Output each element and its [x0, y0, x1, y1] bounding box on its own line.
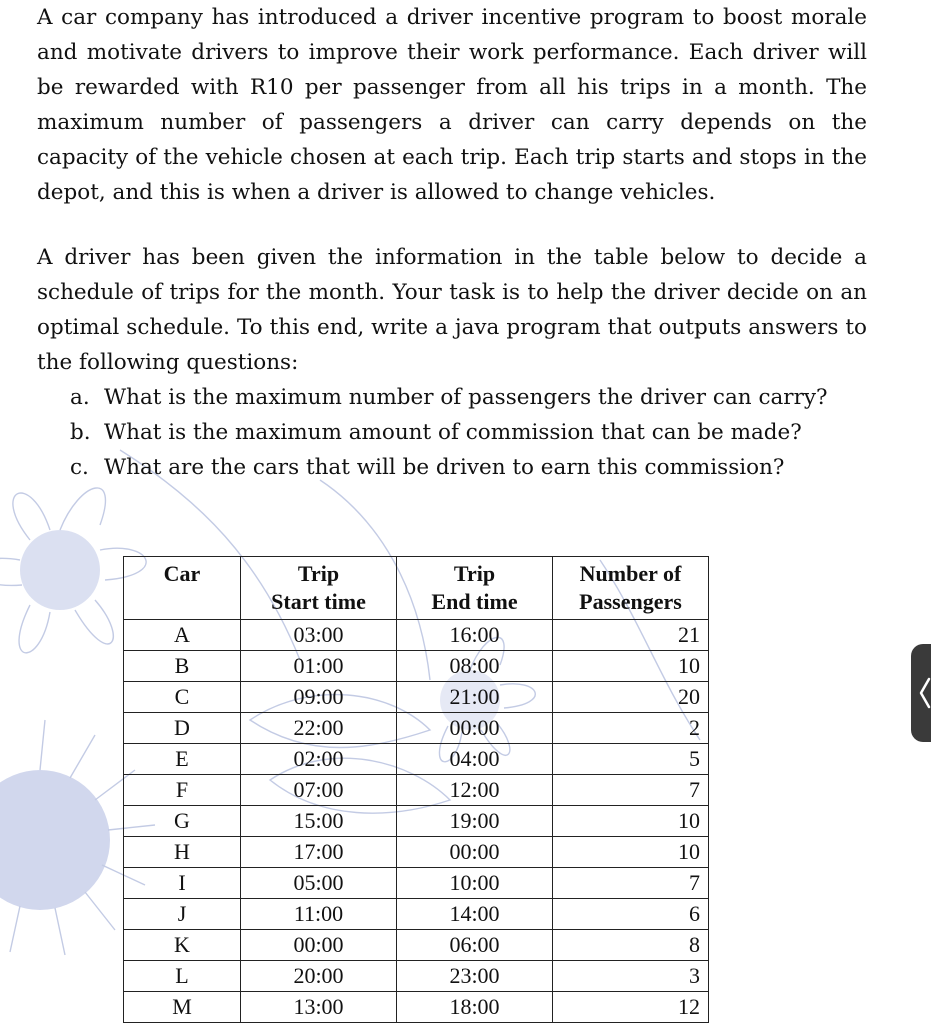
table-row [124, 682, 709, 713]
cell-car: K [124, 930, 241, 961]
cell-car: H [124, 837, 241, 868]
table-row [124, 930, 709, 961]
cell-car: F [124, 775, 241, 806]
table-row [124, 713, 709, 744]
question-label: a. [70, 385, 90, 410]
cell-start-time: 09:00 [241, 682, 397, 713]
question-label: b. [70, 420, 91, 445]
table-header-row [124, 557, 709, 620]
header-end-time: Trip End time [397, 557, 553, 620]
table-row [124, 961, 709, 992]
cell-end-time: 00:00 [397, 837, 553, 868]
intro-paragraph: A car company has introduced a driver incentive program to boost morale and motivate drivers to improve their work performance. Each driver will be rewarded with R10 per passenger from all his trips in a month. The maximum number of passengers a driver can carry depends on the capacity of the vehicle chosen at each trip. Each trip starts and stops in the depot, and this is when a driver is allowed to change vehicles. [37, 5, 867, 205]
table-row [124, 806, 709, 837]
cell-passengers: 7 [553, 868, 709, 899]
cell-car: G [124, 806, 241, 837]
table-row [124, 744, 709, 775]
cell-car: I [124, 868, 241, 899]
header-start-time: Trip Start time [241, 557, 397, 620]
cell-passengers: 20 [553, 682, 709, 713]
cell-start-time: 01:00 [241, 651, 397, 682]
cell-end-time: 19:00 [397, 806, 553, 837]
cell-end-time: 04:00 [397, 744, 553, 775]
chevron-left-icon [918, 673, 931, 713]
cell-passengers: 6 [553, 899, 709, 930]
cell-car: M [124, 992, 241, 1023]
cell-passengers: 10 [553, 651, 709, 682]
cell-start-time: 00:00 [241, 930, 397, 961]
cell-passengers: 7 [553, 775, 709, 806]
cell-start-time: 11:00 [241, 899, 397, 930]
table-row [124, 620, 709, 651]
cell-end-time: 06:00 [397, 930, 553, 961]
table-row [124, 651, 709, 682]
cell-passengers: 2 [553, 713, 709, 744]
cell-end-time: 00:00 [397, 713, 553, 744]
side-panel-toggle-button[interactable] [911, 644, 931, 742]
cell-end-time: 10:00 [397, 868, 553, 899]
cell-car: J [124, 899, 241, 930]
question-label: c. [70, 455, 89, 480]
cell-car: B [124, 651, 241, 682]
table-row [124, 868, 709, 899]
cell-car: C [124, 682, 241, 713]
cell-end-time: 14:00 [397, 899, 553, 930]
question-c [70, 450, 784, 485]
cell-passengers: 10 [553, 806, 709, 837]
table-row [124, 899, 709, 930]
cell-start-time: 13:00 [241, 992, 397, 1023]
question-text: What is the maximum amount of commission that can be made? [104, 420, 802, 445]
cell-end-time: 18:00 [397, 992, 553, 1023]
cell-end-time: 08:00 [397, 651, 553, 682]
table-row [124, 992, 709, 1023]
table-row [124, 837, 709, 868]
cell-start-time: 22:00 [241, 713, 397, 744]
cell-car: L [124, 961, 241, 992]
trips-table [123, 556, 709, 1023]
header-car: Car [124, 557, 241, 620]
task-paragraph: A driver has been given the information in the table below to decide a schedule of trips for the month. Your task is to help the driver decide on an optimal schedule. To this end, write a java program that outputs answers to the following questions: [37, 245, 867, 375]
cell-start-time: 15:00 [241, 806, 397, 837]
cell-start-time: 02:00 [241, 744, 397, 775]
cell-start-time: 05:00 [241, 868, 397, 899]
question-a [70, 380, 828, 415]
cell-start-time: 17:00 [241, 837, 397, 868]
cell-passengers: 8 [553, 930, 709, 961]
cell-car: E [124, 744, 241, 775]
cell-start-time: 07:00 [241, 775, 397, 806]
cell-passengers: 12 [553, 992, 709, 1023]
question-b [70, 415, 802, 450]
cell-car: A [124, 620, 241, 651]
cell-end-time: 16:00 [397, 620, 553, 651]
question-text: What is the maximum number of passengers the driver can carry? [104, 385, 828, 410]
cell-start-time: 20:00 [241, 961, 397, 992]
table-row [124, 775, 709, 806]
cell-passengers: 3 [553, 961, 709, 992]
cell-passengers: 5 [553, 744, 709, 775]
question-text: What are the cars that will be driven to earn this commission? [104, 455, 785, 480]
cell-end-time: 21:00 [397, 682, 553, 713]
cell-passengers: 10 [553, 837, 709, 868]
cell-start-time: 03:00 [241, 620, 397, 651]
cell-end-time: 12:00 [397, 775, 553, 806]
cell-car: D [124, 713, 241, 744]
cell-end-time: 23:00 [397, 961, 553, 992]
cell-passengers: 21 [553, 620, 709, 651]
header-passengers: Number of Passengers [553, 557, 709, 620]
